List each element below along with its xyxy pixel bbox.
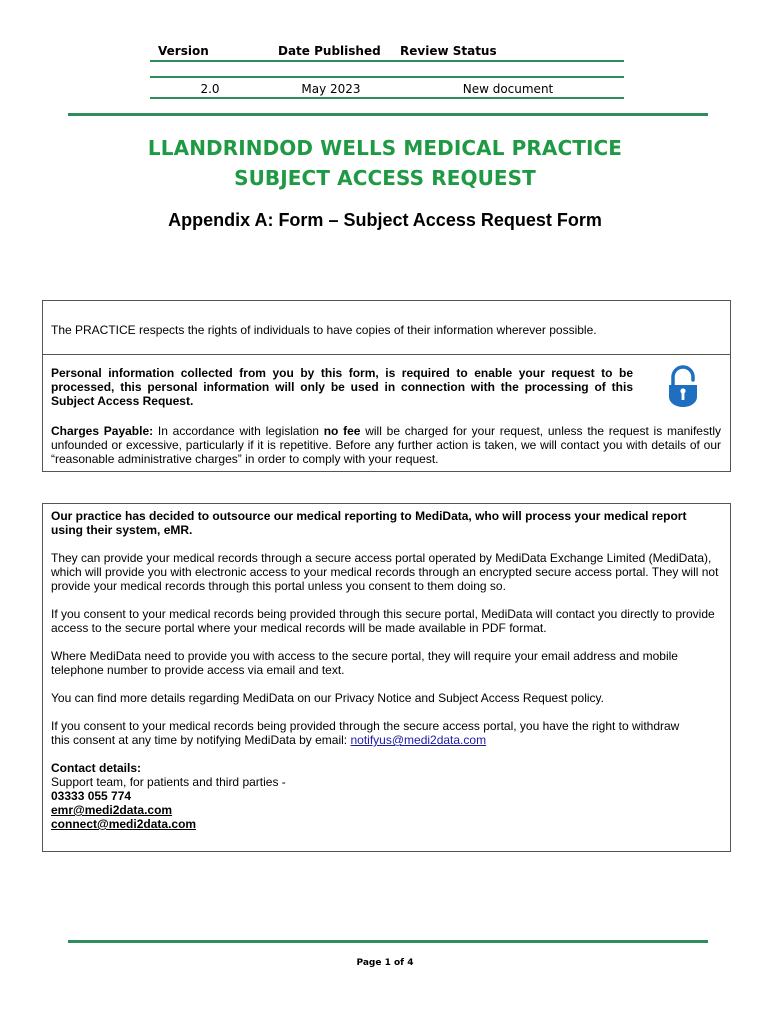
version-header: Version [158,44,209,58]
review-status-value: New document [462,82,554,96]
charges-label: Charges Payable: [51,424,154,438]
privacy-info-box [42,300,731,472]
medidata-para-3: Where MediData need to provide you with access to the secure portal, they will require your email address and mobile telephone number to provide access via email and text. [51,649,678,677]
contact-support-line: Support team, for patients and third parties - [51,775,286,789]
connect-email-link[interactable]: connect@medi2data.com [51,817,197,831]
medidata-info-box [42,503,731,852]
medidata-para-2: If you consent to your medical records being provided through this secure portal, MediData will contact you directly to provide access to the secure portal where your medical records will be made available in PDF format. [51,607,715,635]
version-value: 2.0 [200,82,220,96]
consent-withdraw-text: If you consent to your medical records being provided through the secure access portal, you have the right to withdraw this consent at any time by notifying MediData by email: [51,719,680,747]
contact-phone: 03333 055 774 [51,789,132,803]
no-fee-text: no fee [323,424,361,438]
review-status-header: Review Status [400,44,497,58]
date-published-header: Date Published [278,44,381,58]
personal-info-notice: Personal information collected from you by this form, is required to enable your request to be processed, this personal information will only be used in connection with the processing of this Subject Access Request. [51,366,633,408]
medidata-para-5 [51,719,691,747]
intro-text: The PRACTICE respects the rights of individuals to have copies of their information wherever possible. [51,323,597,337]
page-number: Page 1 of 4 [356,958,414,968]
medidata-para-4: You can find more details regarding MediData on our Privacy Notice and Subject Access Request policy. [51,691,604,705]
contact-heading: Contact details: [51,761,142,775]
charges-text-1: In accordance with legislation [153,424,324,438]
header-separator [68,113,708,116]
date-published-value: May 2023 [301,82,361,96]
table-rule-mid [150,76,624,78]
medidata-heading: Our practice has decided to outsource our medical reporting to MediData, who will process your medical report using their system, eMR. [51,509,687,537]
padlock-icon [665,365,701,409]
footer-separator [68,940,708,943]
appendix-heading: Appendix A: Form – Subject Access Request Form [168,210,602,230]
practice-title: LLANDRINDOD WELLS MEDICAL PRACTICE [147,136,623,160]
medidata-para-1: They can provide your medical records through a secure access portal operated by MediData Exchange Limited (MediData), which will provide you with electronic access to your medical records through an encrypted secure access portal. They will not provide your medical records through this portal unless you consent to them doing so. [51,551,719,593]
document-title: SUBJECT ACCESS REQUEST [234,166,536,190]
box-divider [43,354,730,355]
table-rule-top [150,60,624,62]
notifyus-email-link[interactable]: notifyus@medi2data.com [350,733,487,747]
charges-paragraph [51,424,721,466]
emr-email-link[interactable]: emr@medi2data.com [51,803,173,817]
charges-text-2: will be charged for your request, unless the request is manifestly unfounded or excessive, particularly if it is repetitive. Before any further action is taken, we will contact you with details of our “reasonable administrative charges” in order to comply with your request. [51,424,721,466]
table-rule-bottom [150,97,624,99]
